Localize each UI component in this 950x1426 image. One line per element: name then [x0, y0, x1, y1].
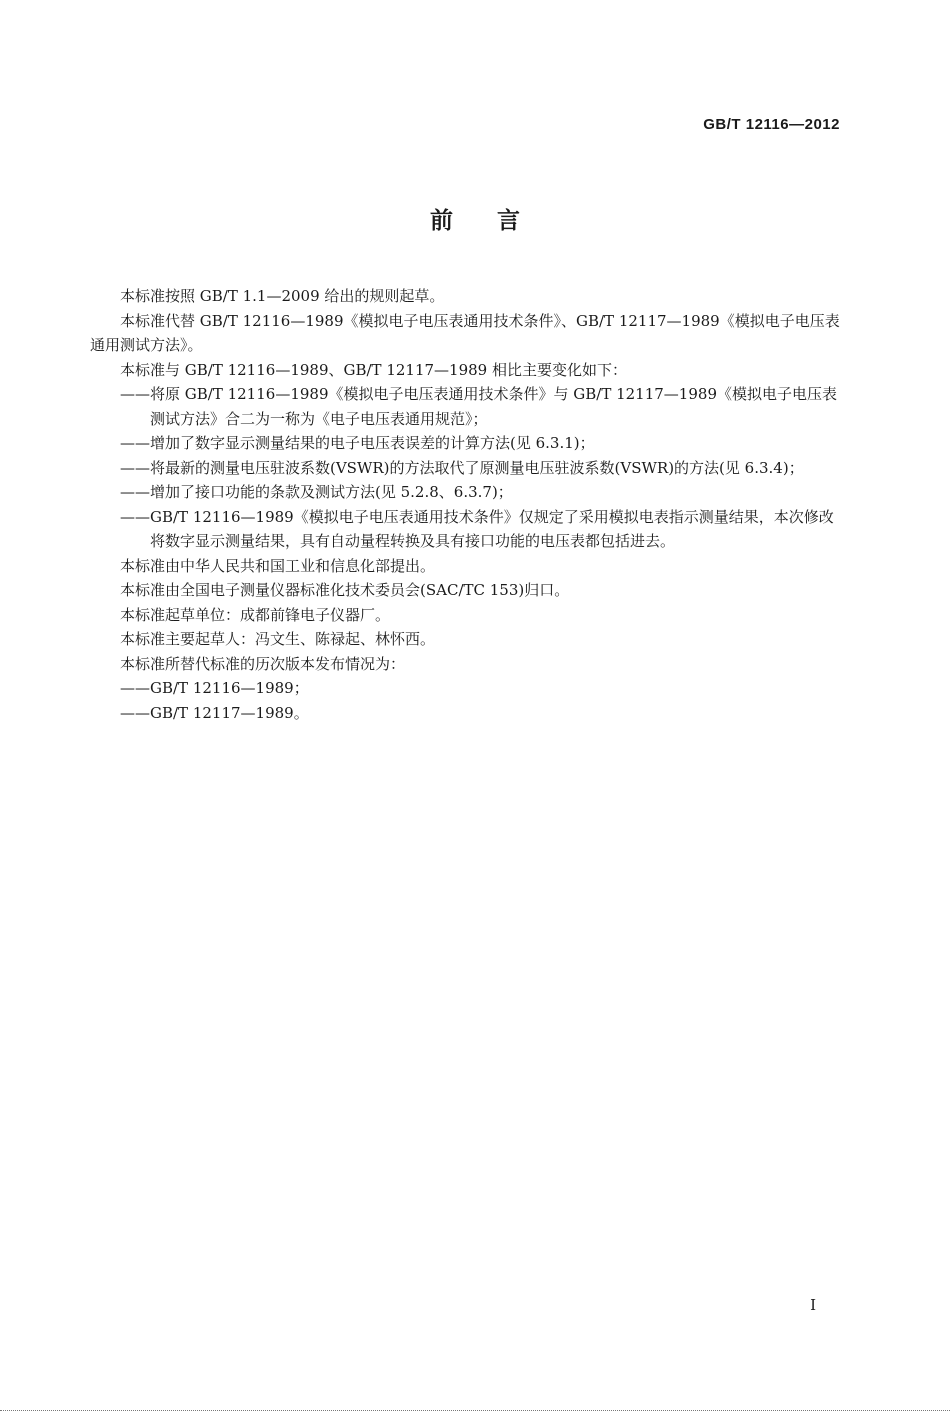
- dash-list-item: ——GB/T 12116—1989《模拟电子电压表通用技术条件》仅规定了采用模拟电表指示测量结果，本次修改将数字显示测量结果，具有自动量程转换及具有接口功能的电压表都包括进去。: [120, 507, 834, 550]
- paragraph: 本标准按照 GB/T 1.1—2009 给出的规则起草。: [120, 287, 445, 305]
- page-title: 前言: [430, 208, 564, 234]
- bottom-divider: [0, 1410, 950, 1411]
- dash-list-item: ——GB/T 12116—1989；: [120, 679, 309, 697]
- paragraph: 本标准代替 GB/T 12116—1989《模拟电子电压表通用技术条件》、GB/T 12117—1989《模拟电子电压表通用测试方法》。: [90, 311, 840, 354]
- dash-list-item: ——GB/T 12117—1989。: [120, 703, 309, 722]
- paragraph: 本标准由中华人民共和国工业和信息化部提出。: [120, 556, 436, 575]
- standard-code: GB/T 12116—2012: [703, 116, 840, 133]
- document-body: [90, 284, 840, 725]
- page-number: I: [810, 1296, 816, 1314]
- dash-list-item: ——将最新的测量电压驻波系数(VSWR)的方法取代了原测量电压驻波系数(VSWR)的方法(见 6.3.4)；: [120, 458, 804, 477]
- paragraph: 本标准起草单位：成都前锋电子仪器厂。: [120, 605, 391, 624]
- dash-list-item: ——增加了数字显示测量结果的电子电压表误差的计算方法(见 6.3.1)；: [120, 434, 595, 452]
- dash-list-item: ——增加了接口功能的条款及测试方法(见 5.2.8、6.3.7)；: [120, 483, 513, 501]
- paragraph: 本标准由全国电子测量仪器标准化技术委员会(SAC/TC 153)归口。: [120, 581, 570, 599]
- paragraph: 本标准主要起草人：冯文生、陈禄起、林怀西。: [120, 630, 436, 648]
- dash-list-item: ——将原 GB/T 12116—1989《模拟电子电压表通用技术条件》与 GB/T 12117—1989《模拟电子电压表测试方法》合二为一称为《电子电压表通用规范》；: [120, 385, 837, 428]
- paragraph: 本标准与 GB/T 12116—1989、GB/T 12117—1989 相比主要变化如下：: [120, 360, 627, 379]
- paragraph: 本标准所替代标准的历次版本发布情况为：: [120, 654, 406, 673]
